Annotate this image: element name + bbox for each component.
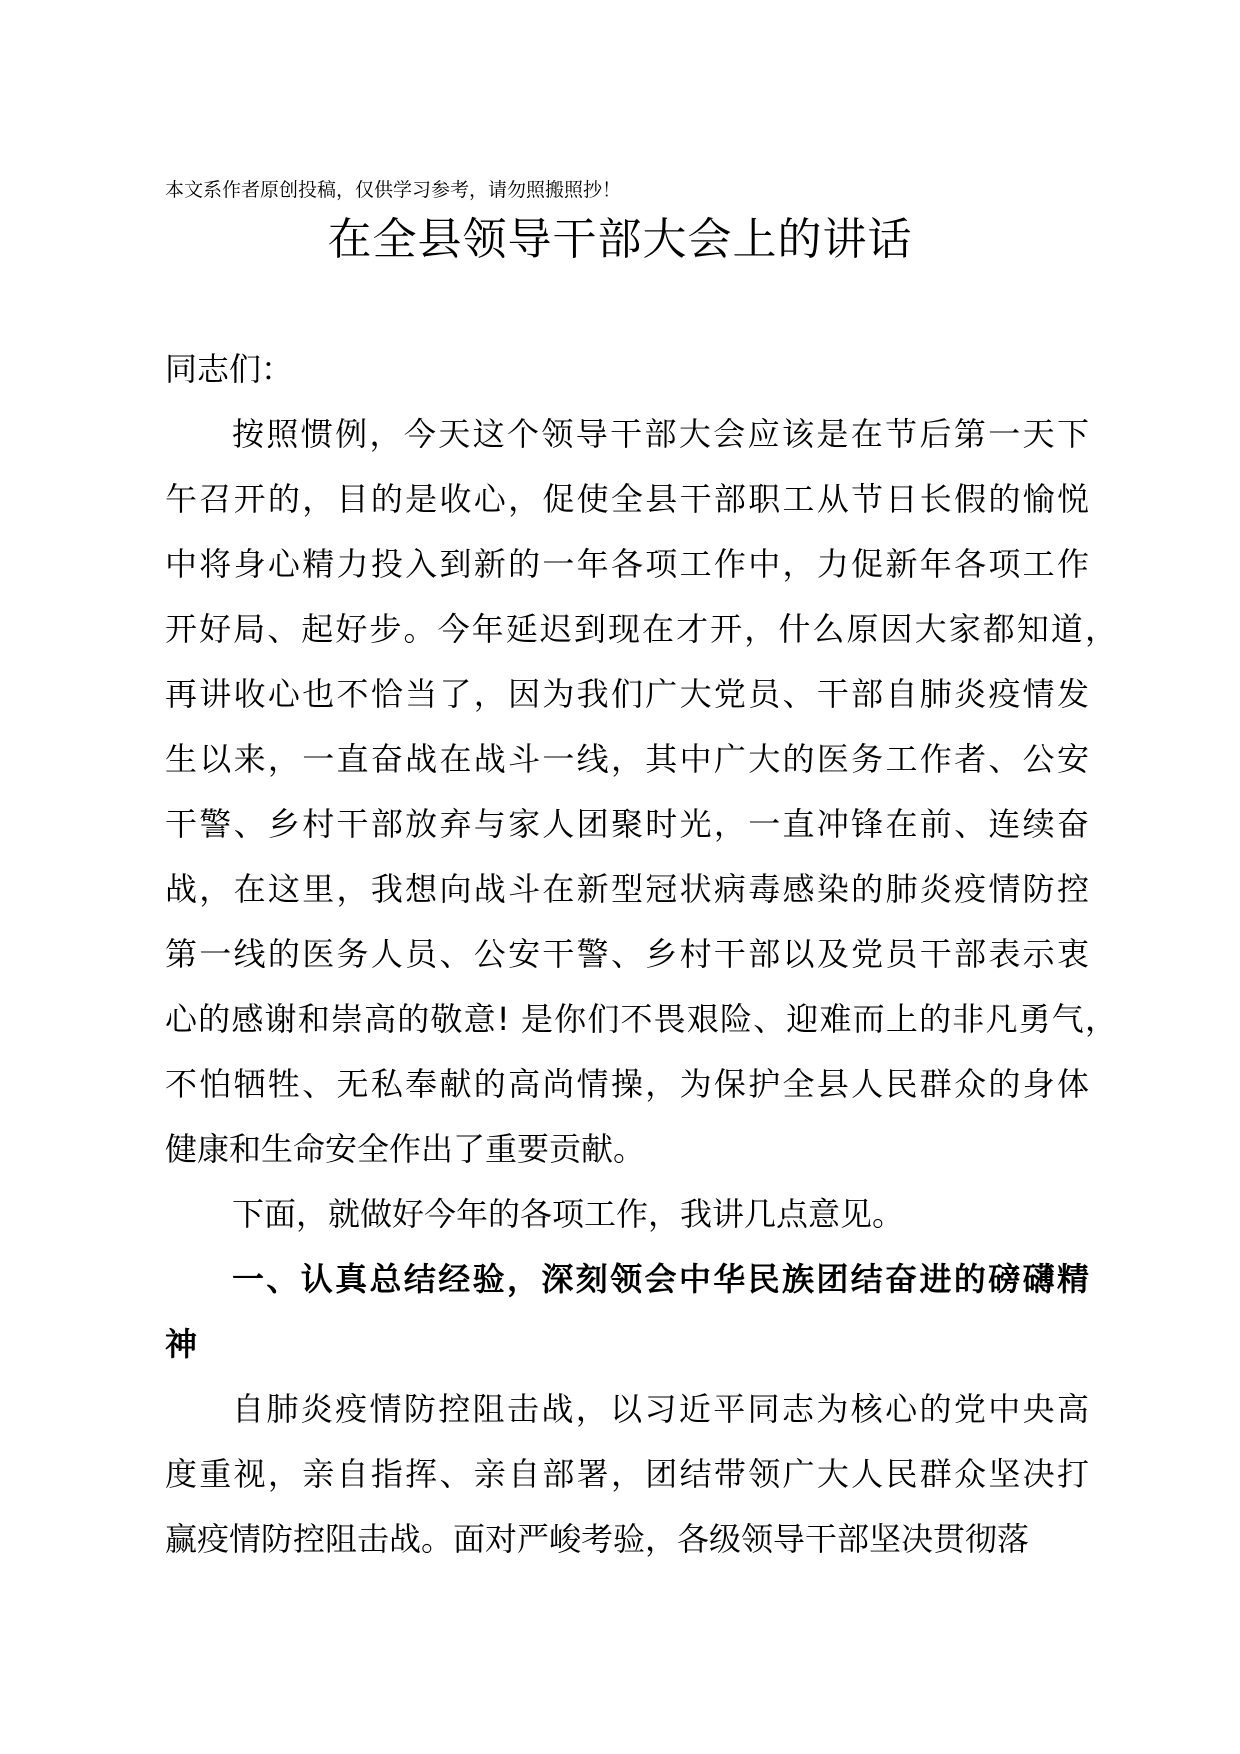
text-line: 不怕牺牲、无私奉献的高尚情操，为保护全县人民群众的身体 bbox=[165, 1065, 1089, 1103]
copyright-notice: 本文系作者原创投稿，仅供学习参考，请勿照搬照抄！ bbox=[165, 179, 622, 201]
text-line: 度重视，亲自指挥、亲自部署，团结带领广大人民群众坚决打 bbox=[165, 1455, 1089, 1493]
text-line: 下面，就做好今年的各项工作，我讲几点意见。 bbox=[232, 1195, 905, 1233]
text-line: 午召开的，目的是收心，促使全县干部职工从节日长假的愉悦 bbox=[165, 480, 1089, 518]
text-line: 赢疫情防控阻击战。面对严峻考验，各级领导干部坚决贯彻落 bbox=[165, 1520, 1030, 1558]
text-line: 开好局、起好步。今年延迟到现在才开，什么原因大家都知道， bbox=[165, 610, 1117, 648]
paragraph bbox=[165, 1377, 1117, 1572]
text-line: 中将身心精力投入到新的一年各项工作中，力促新年各项工作 bbox=[165, 545, 1089, 583]
section-heading bbox=[165, 1247, 1117, 1377]
document-body bbox=[165, 337, 1117, 1572]
text-line: 干警、乡村干部放弃与家人团聚时光，一直冲锋在前、连续奋 bbox=[165, 805, 1089, 843]
text-line: 生以来，一直奋战在战斗一线，其中广大的医务工作者、公安 bbox=[165, 740, 1089, 778]
text-line: 健康和生命安全作出了重要贡献。 bbox=[165, 1130, 646, 1168]
text-line: 战，在这里，我想向战斗在新型冠状病毒感染的肺炎疫情防控 bbox=[165, 870, 1089, 908]
document-title: 在全县领导干部大会上的讲话 bbox=[327, 214, 913, 265]
text-line: 心的感谢和崇高的敬意! 是你们不畏艰险、迎难而上的非凡勇气， bbox=[165, 1000, 1117, 1038]
paragraph bbox=[165, 1182, 1117, 1247]
text-line: 一、认真总结经验，深刻领会中华民族团结奋进的磅礴精 bbox=[232, 1260, 1089, 1298]
text-line: 第一线的医务人员、公安干警、乡村干部以及党员干部表示衷 bbox=[165, 935, 1089, 973]
text-line: 按照惯例，今天这个领导干部大会应该是在节后第一天下 bbox=[232, 415, 1089, 453]
text-line: 神 bbox=[165, 1325, 198, 1363]
text-line: 自肺炎疫情防控阻击战，以习近平同志为核心的党中央高 bbox=[232, 1390, 1089, 1428]
text-line: 同志们： bbox=[165, 350, 294, 388]
salutation bbox=[165, 337, 1117, 402]
paragraph bbox=[165, 402, 1117, 1182]
text-line: 再讲收心也不恰当了，因为我们广大党员、干部自肺炎疫情发 bbox=[165, 675, 1089, 713]
